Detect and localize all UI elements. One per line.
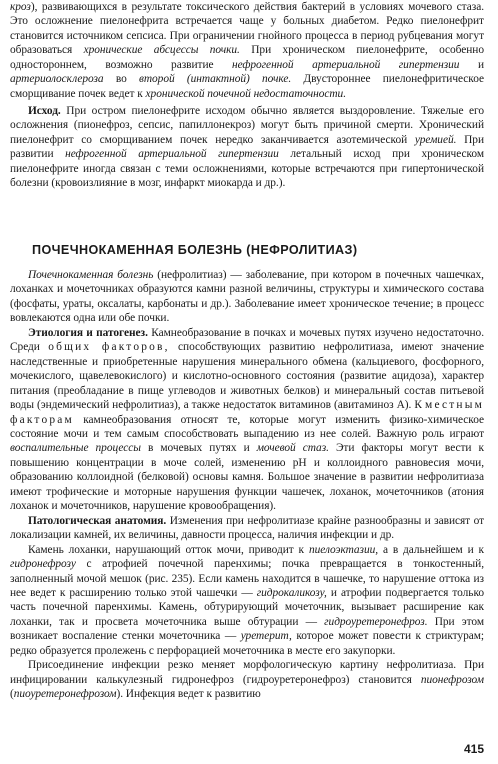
text-italic: воспалительные процессы xyxy=(10,442,141,455)
subheading-etiology: Этиология и патогенез. xyxy=(28,326,148,339)
text-italic: пиелоэктазии, xyxy=(308,543,379,556)
text: способствующих развитию нефролитиаза, имеют значение наследственные и приобретенные нарушения минерального обмена (кальциевого, фосфорного, мочекислого, щавелевокислого) и кислотно-основного состояния (развитие ацидоза), характер питания (преобладание в пище углеводов и животных белков) и минеральный состав питьевой воды (эндемический нефролитиаз), а также недостаток витаминов (авитаминоз А). К xyxy=(10,341,485,412)
text-italic: хронические абсцессы почки. xyxy=(83,44,240,57)
text: Присоединение инфекции резко меняет морфологическую картину нефролитиаза. При инфицировании калькулезный гидронефроз (гидроуретеронефроз) становится xyxy=(10,659,484,686)
paragraph-etiology xyxy=(10,326,484,514)
text: а в дальнейшем и к xyxy=(378,543,484,556)
text: Эти факторы могут вести к повышению концентрации в моче солей, изменению pH и коллоидного равновесия мочи, образованию коллоидной (белковой) основы камня. Большое значение в развитии нефролитиаза имеют трофические и моторные нарушения функции чашечек, лоханок, мочеточников (атония лоханок и мочеточников, нарушение кровообращения). xyxy=(10,442,485,513)
paragraph-infection xyxy=(10,658,484,701)
text-italic: второй (интактной) почке. xyxy=(138,73,292,86)
text: ). Инфекция ведет к развитию xyxy=(116,688,261,701)
text-italic: нефрогенной артериальной гипертензии xyxy=(232,58,460,71)
text: и xyxy=(459,58,484,71)
text: ), развивающихся в результате токсического действия бактерий в условиях мочевого стаза. Это осложнение пиелонефрита встречается чаще у больных диабетом. Редко пиелонефрит становится источником сепсиса. При ограничении гнойного процесса в период рубцевания могут образоваться xyxy=(10,1,484,57)
text: и атрофии подвергается только часть почечной паренхимы. Камень, обтурирующий мочеточник, вызывает расширение как лоханки, так и просвета мочеточника выше обтурации — xyxy=(10,586,484,628)
subheading-outcome: Исход. xyxy=(28,105,61,117)
text: во xyxy=(103,73,139,86)
text-italic: уремией. xyxy=(414,133,457,146)
paragraph-outcome xyxy=(10,104,484,191)
paragraph-definition xyxy=(10,268,484,326)
text: При этом возникает воспаление стенки мочеточника — xyxy=(10,615,484,643)
text: ( xyxy=(10,688,14,701)
text-spaced: общих факторов, xyxy=(48,341,170,354)
text: летальный исход при хроническом пиелонефрите иногда связан с теми осложнениями, которые встречаются при гипертонической болезни (кровоизлияние в мозг, инфаркт миокарда и др.). xyxy=(10,148,484,190)
text: Двустороннее пиелонефритическое сморщивание почек ведет к xyxy=(10,73,484,100)
text-italic: гидрокаликозу, xyxy=(256,586,327,599)
text-italic: гидроуретеронефроз. xyxy=(324,615,428,628)
paragraph-complications xyxy=(10,0,484,101)
text: (нефролитиаз) — заболевание, при котором в почечных чашечках, лоханках и мочеточниках образуются камни разной величины, структуры и химического состава (фосфаты, ураты, оксалаты, карбонаты и др.). Заболевание имеет хроническое течение; в процесс вовлекаются одна или обе почки. xyxy=(10,269,484,325)
text: которое может повести к стриктурам; редко образуется пролежень с перфорацией мочеточника в месте его закупорки. xyxy=(10,630,484,657)
text-italic: мочевой стаз. xyxy=(256,442,329,455)
text: Изменения при нефролитиазе крайне разнообразны и зависят от локализации камней, их величины, давности процесса, наличия инфекции и др. xyxy=(10,514,484,542)
text-block-top xyxy=(10,0,484,101)
paragraph-pathology xyxy=(10,514,484,543)
text-spaced: местным факторам xyxy=(10,399,484,426)
text-italic: гидронефрозу xyxy=(10,558,76,571)
text-italic: артериолосклероза xyxy=(10,73,104,86)
text-italic: пиоуретеронефрозом xyxy=(13,688,117,701)
text-italic: хронической почечной недостаточности. xyxy=(145,87,347,100)
text: камнеобразования относят те, которые могут изменить физико-химическое состояние мочи и тем самым способствовать выпадению из нее солей. Важную роль играют xyxy=(10,413,484,440)
text: При остром пиелонефрите исходом обычно является выздоровление. Тяжелые его осложнения (пионефроз, сепсис, папиллонекроз) могут быть причиной смерти. Хронический пиелонефрит со сморщиванием почек нередко заканчивается азотемической xyxy=(10,105,484,146)
page-number: 415 xyxy=(463,742,484,756)
text-italic: пионефрозом xyxy=(420,673,484,686)
subheading-pathology: Патологическая анатомия. xyxy=(28,514,167,527)
text: Камнеобразование в почках и мочевых путях изучено недостаточно. Среди xyxy=(10,326,485,354)
text-block-nephrolithiasis xyxy=(10,268,484,702)
text: При развитии xyxy=(10,133,484,161)
text-italic: Почечнокаменная болезнь xyxy=(28,269,154,281)
text: в мочевых путях и xyxy=(140,442,257,455)
text: с атрофией почечной паренхимы; почка превращается в тонкостенный, заполненный мочой мешок (рис. 235). Если камень находится в чашечке, то нарушение оттока из нее ведет к расширению только этой чашечки — xyxy=(10,558,484,599)
text-italic: кроз xyxy=(10,1,31,13)
text-italic: нефрогенной артериальной гипертензии xyxy=(65,148,279,161)
text: При хроническом пиелонефрите, особенно одностороннем, возможно развитие xyxy=(10,44,484,71)
paragraph-stone-effects xyxy=(10,543,484,659)
text: Камень лоханки, нарушающий отток мочи, приводит к xyxy=(28,543,309,556)
section-heading: ПОЧЕЧНОКАМЕННАЯ БОЛЕЗНЬ (НЕФРОЛИТИАЗ) xyxy=(32,243,358,257)
text-italic: уретерит, xyxy=(240,630,292,643)
text-block-outcome xyxy=(10,104,484,191)
